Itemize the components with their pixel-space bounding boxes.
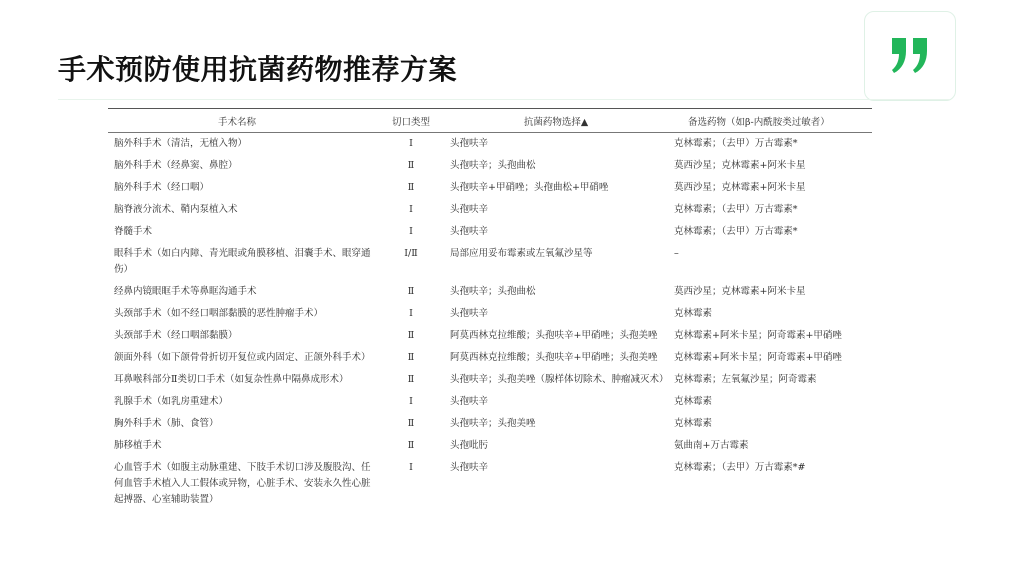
incision-type-cell: Ⅱ [407,182,415,193]
table-row [108,281,872,303]
antibiotic-choice-cell: 头孢呋辛 [450,204,489,215]
antibiotic-choice-cell: 头孢呋辛；头孢美唑（腺样体切除术、肿瘤减灭术） [450,374,669,385]
table-header-row [108,109,872,133]
table-row [108,155,872,177]
antibiotic-choice-cell: 头孢呋辛；头孢美唑 [450,418,536,429]
surgery-name-cell: 肺移植手术 [114,440,162,451]
surgery-name-cell: 脑脊液分流术、鞘内泵植入术 [114,204,238,215]
incision-type-cell: Ⅰ [409,308,413,319]
surgery-name-cell: 头颈部手术（经口咽部黏膜） [114,330,238,341]
antibiotic-choice-cell: 头孢吡肟 [450,440,489,451]
antibiotic-choice-cell: 头孢呋辛；头孢曲松 [450,286,536,297]
incision-type-cell: Ⅰ/Ⅱ [404,248,418,259]
table-row [108,303,872,325]
surgery-name-cell: 头颈部手术（如不经口咽部黏膜的恶性肿瘤手术） [114,308,324,319]
antibiotic-choice-cell: 头孢呋辛 [450,138,489,149]
incision-type-cell: Ⅱ [407,352,415,363]
table-row [108,369,872,391]
table-row [108,199,872,221]
antibiotic-choice-cell: 头孢呋辛+甲硝唑；头孢曲松+甲硝唑 [450,182,609,193]
table-row [108,413,872,435]
antibiotic-choice-cell: 头孢呋辛；头孢曲松 [450,160,536,171]
incision-type-cell: Ⅱ [407,374,415,385]
incision-type-cell: Ⅱ [407,160,415,171]
quote-mark-icon [889,36,931,76]
antibiotic-choice-cell: 头孢呋辛 [450,396,489,407]
table-row [108,457,872,511]
title-divider [58,99,950,100]
alternative-drug-cell: 克林霉素；左氧氟沙星；阿奇霉素 [674,374,817,385]
prophylaxis-table-container [108,108,872,511]
surgery-name-cell: 经鼻内镜眼眶手术等鼻眶沟通手术 [114,286,257,297]
alternative-drug-cell: 克林霉素 [674,418,713,429]
alternative-drug-cell: 克林霉素+阿米卡星；阿奇霉素+甲硝唑 [674,330,842,341]
alternative-drug-cell: 克林霉素；（去甲）万古霉素* [674,226,798,237]
alternative-drug-cell: 克林霉素+阿米卡星；阿奇霉素+甲硝唑 [674,352,842,363]
incision-type-cell: Ⅰ [409,396,413,407]
surgery-name-cell: 脑外科手术（经口咽） [114,182,210,193]
alternative-drug-cell: 莫西沙星；克林霉素+阿米卡星 [674,160,806,171]
antibiotic-choice-cell: 阿莫西林克拉维酸；头孢呋辛+甲硝唑；头孢美唑 [450,330,658,341]
table-row [108,177,872,199]
alternative-drug-cell: 莫西沙星；克林霉素+阿米卡星 [674,182,806,193]
antibiotic-choice-cell: 阿莫西林克拉维酸；头孢呋辛+甲硝唑；头孢美唑 [450,352,658,363]
surgery-name-cell: 颌面外科（如下颌骨骨折切开复位或内固定、正颌外科手术） [114,352,371,363]
table-row [108,391,872,413]
surgery-name-cell: 耳鼻喉科部分Ⅱ类切口手术（如复杂性鼻中隔鼻成形术） [114,374,349,385]
antibiotic-choice-cell: 头孢呋辛 [450,462,489,473]
surgery-name-cell: 脑外科手术（清洁，无植入物） [114,138,248,149]
incision-type-cell: Ⅰ [409,462,413,473]
antibiotic-choice-cell: 局部应用妥布霉素或左氧氟沙星等 [450,248,593,259]
incision-type-cell: Ⅰ [409,138,413,149]
alternative-drug-cell: 氨曲南+万古霉素 [674,440,749,451]
alternative-drug-cell: 克林霉素 [674,308,713,319]
table-row [108,221,872,243]
antibiotic-choice-cell: 头孢呋辛 [450,308,489,319]
incision-type-cell: Ⅰ [409,204,413,215]
table-row [108,347,872,369]
alternative-drug-cell: – [674,248,679,259]
page-title: 手术预防使用抗菌药物推荐方案 [58,53,458,86]
incision-type-cell: Ⅱ [407,440,415,451]
table-row [108,325,872,347]
header-incision-type: 切口类型 [380,109,442,133]
table-row [108,435,872,457]
surgery-name-cell: 胸外科手术（肺、食管） [114,418,219,429]
table-body [108,133,872,512]
incision-type-cell: Ⅰ [409,226,413,237]
surgery-name-cell: 眼科手术（如白内障、青光眼或角膜移植、泪囊手术、眼穿通伤） [114,248,371,275]
header-surgery-name: 手术名称 [108,109,380,133]
incision-type-cell: Ⅱ [407,330,415,341]
table-row [108,133,872,156]
alternative-drug-cell: 克林霉素；（去甲）万古霉素* [674,204,798,215]
surgery-name-cell: 乳腺手术（如乳房重建术） [114,396,229,407]
alternative-drug-cell: 克林霉素 [674,396,713,407]
table-row [108,243,872,281]
header-alternative-drug: 备选药物（如β-内酰胺类过敏者） [670,109,872,133]
surgery-name-cell: 心血管手术（如腹主动脉重建、下肢手术切口涉及腹股沟、任何血管手术植入人工假体或异物，心脏手术、安装永久性心脏起搏器、心室辅助装置） [114,462,371,505]
alternative-drug-cell: 莫西沙星；克林霉素+阿米卡星 [674,286,806,297]
incision-type-cell: Ⅱ [407,286,415,297]
antibiotic-choice-cell: 头孢呋辛 [450,226,489,237]
incision-type-cell: Ⅱ [407,418,415,429]
surgery-name-cell: 脑外科手术（经鼻窦、鼻腔） [114,160,238,171]
surgery-name-cell: 脊髓手术 [114,226,153,237]
header-antibiotic-choice: 抗菌药物选择▲ [442,109,670,133]
prophylaxis-table [108,108,872,511]
alternative-drug-cell: 克林霉素；（去甲）万古霉素* [674,138,798,149]
alternative-drug-cell: 克林霉素；（去甲）万古霉素*# [674,462,806,473]
